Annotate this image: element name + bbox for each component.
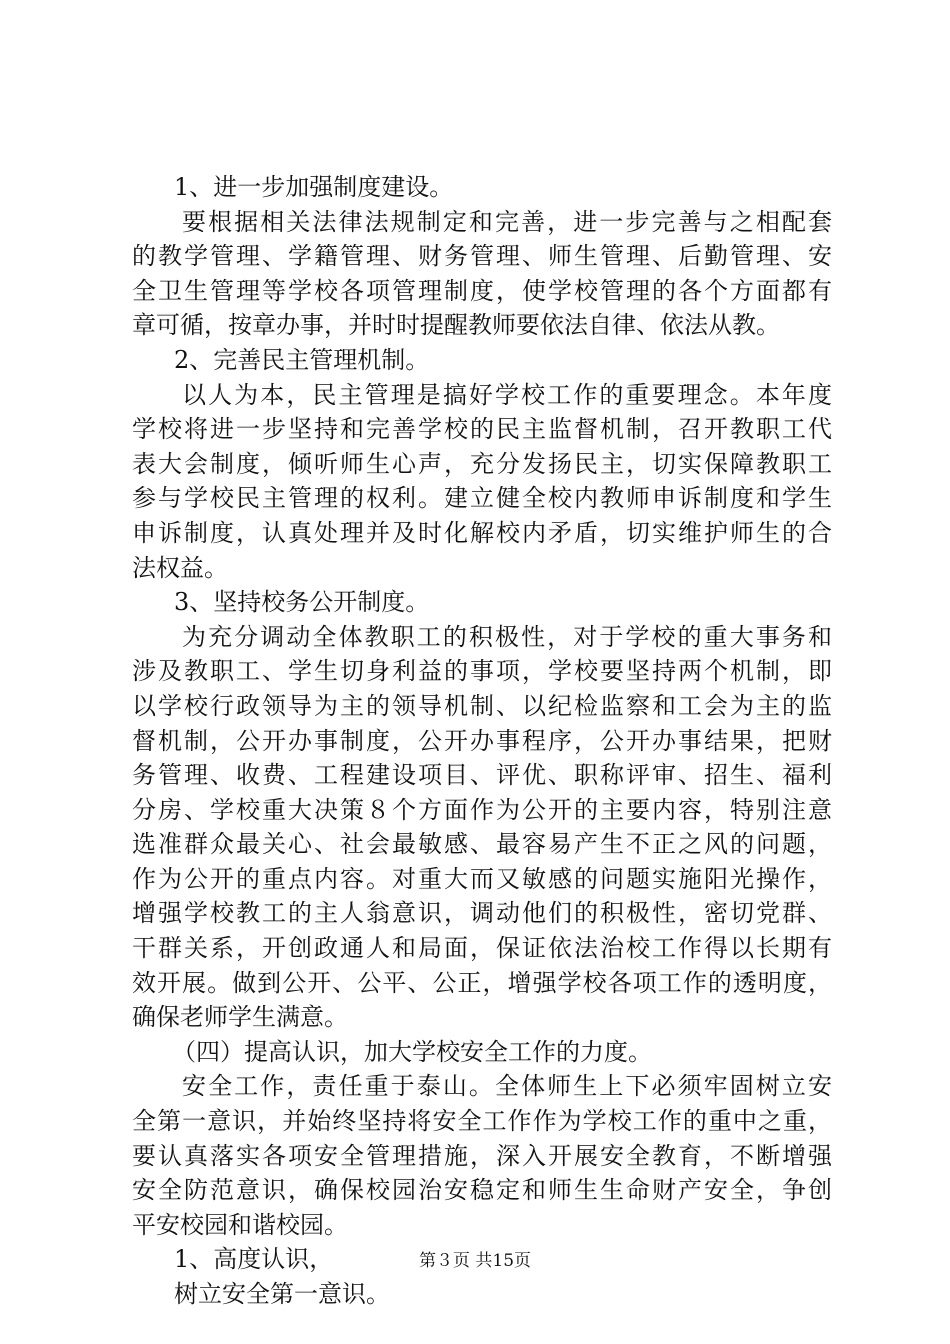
section-heading: （四）提高认识，加大学校安全工作的力度。 [172,1037,652,1066]
paragraph-line: 分房、学校重大决策８个方面作为公开的主要内容，特别注意 [132,795,832,824]
paragraph-line: 干群关系，开创政通人和局面，保证依法治校工作得以长期有 [132,934,832,963]
paragraph-line: 确保老师学生满意。 [132,1003,348,1032]
paragraph-line: 要认真落实各项安全管理措施，深入开展安全教育，不断增强 [132,1141,832,1170]
paragraph-line: 安全防范意识，确保校园治安稳定和师生生命财产安全，争创 [132,1176,832,1205]
paragraph-line: 效开展。做到公开、公平、公正，增强学校各项工作的透明度， [132,968,832,997]
section-heading: 1、进一步加强制度建设。 [174,173,454,201]
section-heading: 1、高度认识， [174,1245,334,1274]
section-heading: 2、完善民主管理机制。 [174,345,430,374]
paragraph-line: 表大会制度，倾听师生心声，充分发扬民主，切实保障教职工 [132,449,832,478]
paragraph-line: 以学校行政领导为主的领导机制、以纪检监察和工会为主的监 [132,691,832,720]
document-body [132,170,832,1312]
paragraph-line: 选准群众最关心、社会最敏感、最容易产生不正之风的问题， [132,830,832,859]
paragraph-line: 全卫生管理等学校各项管理制度，使学校管理的各个方面都有 [132,276,832,305]
paragraph-line: 全第一意识，并始终坚持将安全工作作为学校工作的重中之重， [132,1107,832,1136]
paragraph-line: 参与学校民主管理的权利。建立健全校内教师申诉制度和学生 [132,484,832,513]
paragraph-line: 以人为本，民主管理是搞好学校工作的重要理念。本年度 [182,380,832,409]
paragraph-line: 为充分调动全体教职工的积极性，对于学校的重大事务和 [182,622,832,651]
paragraph-line: 章可循，按章办事，并时时提醒教师要依法自律、依法从教。 [132,311,780,340]
paragraph-line: 学校将进一步坚持和完善学校的民主监督机制，召开教职工代 [132,415,832,444]
paragraph-line: 督机制，公开办事制度，公开办事程序，公开办事结果，把财 [132,726,832,755]
paragraph-line: 务管理、收费、工程建设项目、评优、职称评审、招生、福利 [132,761,832,790]
paragraph-line: 树立安全第一意识。 [174,1280,390,1308]
paragraph-line: 要根据相关法律法规制定和完善，进一步完善与之相配套 [182,207,832,236]
paragraph-line: 平安校园和谐校园。 [132,1210,348,1239]
section-heading: 3、坚持校务公开制度。 [174,588,430,617]
paragraph-line: 的教学管理、学籍管理、财务管理、师生管理、后勤管理、安 [132,242,832,271]
paragraph-line: 增强学校教工的主人翁意识，调动他们的积极性，密切党群、 [132,899,832,928]
paragraph-line: 作为公开的重点内容。对重大而又敏感的问题实施阳光操作， [132,864,832,893]
page-number-footer: 第３页 共15页 [418,1251,532,1271]
paragraph-line: 申诉制度，认真处理并及时化解校内矛盾，切实维护师生的合 [132,518,832,547]
paragraph-line: 安全工作，责任重于泰山。全体师生上下必须牢固树立安 [182,1072,832,1101]
paragraph-line: 法权益。 [132,553,228,582]
paragraph-line: 涉及教职工、学生切身利益的事项，学校要坚持两个机制，即 [132,657,832,686]
